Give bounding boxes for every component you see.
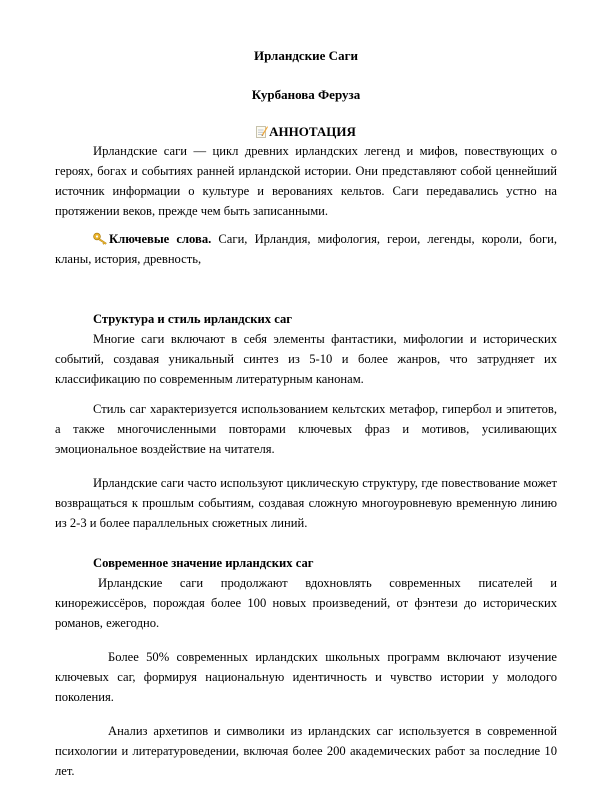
section2-paragraph-2: Более 50% современных ирландских школьных программ включают изучение ключевых саг, формируя национальную идентичность и чувство истории у молодого поколения. [55,650,557,704]
annotation-heading [55,123,557,141]
keywords-label: Ключевые слова. [109,232,212,246]
section1-paragraph-3: Ирландские саги часто используют циклическую структуру, где повествование может возвращаться к прошлым событиям, создавая сложную многоуровневую временную линию из 2-3 и более параллельных сюжетных линий. [55,476,557,530]
section-heading-structure: Структура и стиль ирландских саг [93,312,292,326]
keywords-paragraph [55,229,557,269]
document-author: Курбанова Феруза [251,87,361,102]
annotation-heading-text: АННОТАЦИЯ [269,124,356,139]
key-icon [93,232,108,245]
section2-paragraph-1: Ирландские саги продолжают вдохновлять современных писателей и кинорежиссёров, порождая более 100 новых произведений, от фэнтези до исторических романов, ежегодно. [55,576,557,630]
document-title: Ирландские Саги [254,48,358,63]
memo-icon [256,125,268,138]
section2-paragraph-3: Анализ архетипов и символики из ирландских саг используется в современной психологии и литературоведении, включая более 200 академических работ за последние 10 лет. [55,724,557,778]
section1-paragraph-1: Многие саги включают в себя элементы фантастики, мифологии и исторических событий, создавая уникальный синтез из 5-10 и более жанров, что затрудняет их классификацию по современным литературным канонам. [55,332,557,386]
section-heading-modern: Современное значение ирландских саг [93,556,314,570]
annotation-paragraph: Ирландские саги — цикл древних ирландских легенд и мифов, повествующих о героях, богах и событиях ранней ирландской истории. Они представляют собой ценнейший источник информации о культуре и верованиях кельтов. Саги передавались устно на протяжении веков, прежде чем быть записанными. [55,144,557,218]
keywords-list: Саги, Ирландия, мифология, герои, легенды, короли, боги, кланы, история, древность, [55,232,557,266]
section1-paragraph-2: Стиль саг характеризуется использованием кельтских метафор, гипербол и эпитетов, а также многочисленными повторами ключевых фраз и мотивов, усиливающих эмоциональное воздействие на читателя. [55,402,557,456]
